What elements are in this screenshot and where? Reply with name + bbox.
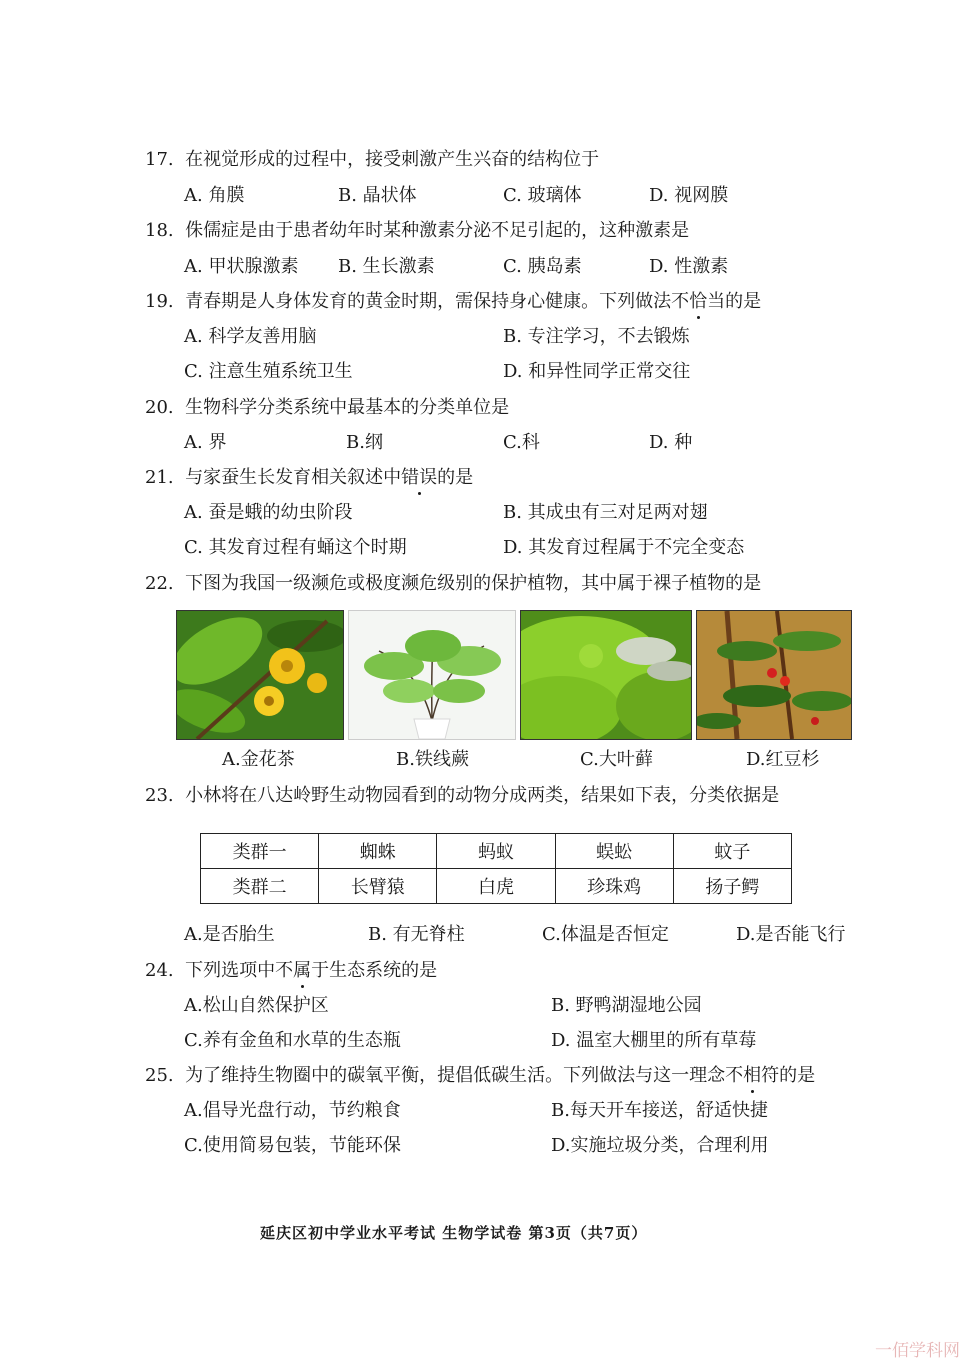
option: A. 科学友善用脑: [184, 326, 317, 347]
question-18: 18. 侏儒症是由于患者幼年时某种激素分泌不足引起的，这种激素是: [145, 220, 690, 241]
caption-c: C.大叶藓: [580, 749, 653, 770]
table-cell: 类群二: [201, 869, 319, 904]
fern-photo: [348, 610, 516, 740]
option: B. 生长激素: [338, 256, 435, 277]
option: D. 视网膜: [649, 185, 729, 206]
page-footer: 延庆区初中学业水平考试 生物学试卷 第3页（共7页）: [260, 1224, 648, 1242]
table-cell: 类群一: [201, 834, 319, 869]
option: B. 专注学习，不去锻炼: [503, 326, 690, 347]
option: B. 其成虫有三对足两对翅: [503, 502, 708, 523]
table-cell: 蚂蚁: [437, 834, 555, 869]
question-24: 24. 下列选项中不属于生态系统的是: [145, 960, 438, 981]
emphasis-text: 错误: [401, 467, 438, 488]
caption-d: D.红豆杉: [746, 749, 820, 770]
option: D. 种: [649, 432, 693, 453]
caption-b: B.铁线蕨: [396, 749, 469, 770]
table-cell: 长臂猿: [319, 869, 437, 904]
option: A.倡导光盘行动，节约粮食: [184, 1100, 401, 1121]
table-cell: 白虎: [437, 869, 555, 904]
option: C. 其发育过程有蛹这个时期: [184, 537, 407, 558]
table-cell: 蜘蛛: [319, 834, 437, 869]
option: D.实施垃圾分类，合理利用: [551, 1135, 769, 1156]
option: B. 晶状体: [338, 185, 417, 206]
option: C. 注意生殖系统卫生: [184, 361, 353, 382]
option: C.体温是否恒定: [542, 924, 669, 945]
option: B. 野鸭湖湿地公园: [551, 995, 702, 1016]
option: D. 温室大棚里的所有草莓: [551, 1030, 757, 1051]
option: C.养有金鱼和水草的生态瓶: [184, 1030, 401, 1051]
question-21: 21. 与家蚕生长发育相关叙述中错误的是: [145, 467, 474, 488]
table-row: [201, 869, 792, 904]
watermark: 一佰学科网: [875, 1341, 960, 1361]
option: A. 角膜: [184, 185, 245, 206]
option: A. 甲状腺激素: [184, 256, 299, 277]
table-cell: 蚊子: [673, 834, 791, 869]
option: D. 其发育过程属于不完全变态: [503, 537, 745, 558]
question-20: 20. 生物科学分类系统中最基本的分类单位是: [145, 397, 510, 418]
option: C.科: [503, 432, 540, 453]
option: A. 蚕是蛾的幼虫阶段: [184, 502, 353, 523]
question-23: 23. 小林将在八达岭野生动物园看到的动物分成两类，结果如下表，分类依据是: [145, 785, 780, 806]
table-cell: 蜈蚣: [555, 834, 673, 869]
option: B.每天开车接送，舒适快捷: [551, 1100, 768, 1121]
table-row: [201, 834, 792, 869]
option: B. 有无脊柱: [368, 924, 465, 945]
emphasis-text: 不相符: [725, 1065, 780, 1086]
option: D. 性激素: [649, 256, 729, 277]
question-25: 25. 为了维持生物圈中的碳氧平衡，提倡低碳生活。下列做法与这一理念不相符的是: [145, 1065, 816, 1086]
option: D.是否能飞行: [736, 924, 846, 945]
caption-a: A.金花茶: [222, 749, 295, 770]
camellia-photo: [176, 610, 344, 740]
table-cell: 扬子鳄: [673, 869, 791, 904]
question-19: 19. 青春期是人身体发育的黄金时期，需保持身心健康。下列做法不恰当的是: [145, 291, 762, 312]
option: D. 和异性同学正常交往: [503, 361, 691, 382]
option: A.是否胎生: [184, 924, 275, 945]
yew-photo: [696, 610, 852, 740]
question-22: 22. 下图为我国一级濒危或极度濒危级别的保护植物，其中属于裸子植物的是: [145, 573, 762, 594]
option: C.使用简易包装，节能环保: [184, 1135, 401, 1156]
option: A. 界: [184, 432, 227, 453]
question-17: 17. 在视觉形成的过程中，接受刺激产生兴奋的结构位于: [145, 149, 600, 170]
option: C. 胰岛素: [503, 256, 582, 277]
classification-table: [200, 833, 792, 904]
moss-photo: [520, 610, 692, 740]
option: C. 玻璃体: [503, 185, 582, 206]
emphasis-text: 不恰当: [671, 291, 726, 312]
table-cell: 珍珠鸡: [555, 869, 673, 904]
option: A.松山自然保护区: [184, 995, 329, 1016]
emphasis-text: 不属于: [275, 960, 330, 981]
option: B.纲: [346, 432, 383, 453]
